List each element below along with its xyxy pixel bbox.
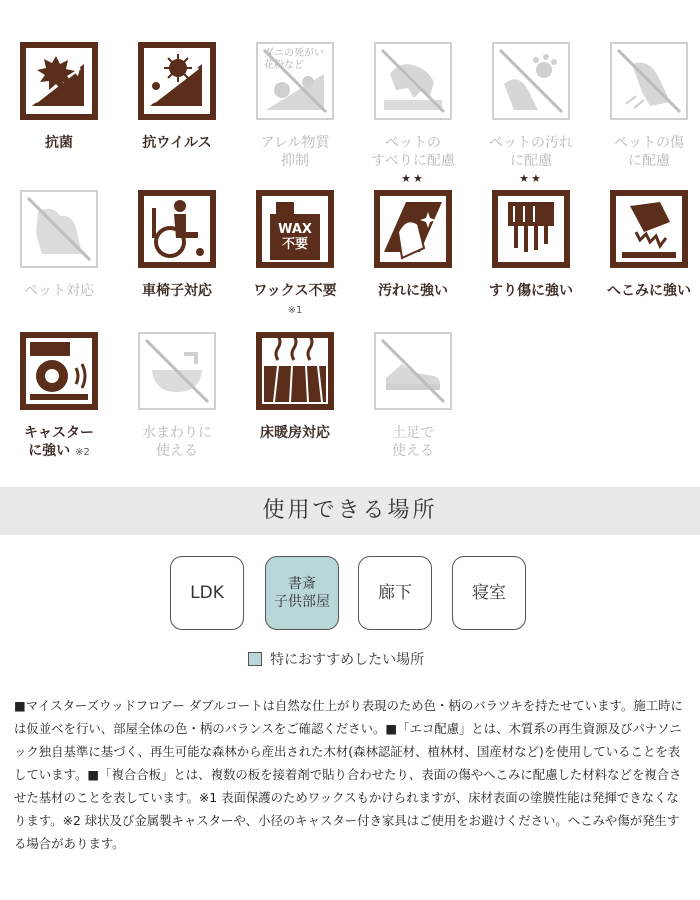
- shoes-icon: [374, 332, 452, 410]
- feature-wax-free: [236, 190, 354, 320]
- feature-label: 土足で 使える: [392, 425, 434, 459]
- feature-antivirus: [118, 42, 236, 152]
- feature-dent-resistant: [590, 190, 700, 300]
- feature-label: ワックス不要 ※1: [253, 283, 337, 316]
- feature-antibacterial: [0, 42, 118, 152]
- rating-stars: ★★: [401, 172, 425, 185]
- feature-label: 車椅子対応: [142, 283, 212, 299]
- feature-note: ※1: [287, 305, 303, 316]
- caster-icon: [20, 332, 98, 410]
- feature-pet-scratch: [590, 42, 700, 170]
- feature-note: ※2: [75, 447, 90, 458]
- feature-wheelchair: [118, 190, 236, 300]
- allergen-icon: [256, 42, 334, 120]
- antibacterial-icon: [20, 42, 98, 120]
- wax-free-icon: [256, 190, 334, 268]
- feature-label: 汚れに強い: [378, 283, 448, 299]
- rating-stars: ★★: [519, 172, 543, 185]
- wax-free-text: WAX 不要: [278, 222, 312, 252]
- feature-water-area: [118, 332, 236, 460]
- dent-resistant-icon: [610, 190, 688, 268]
- pet-slip-icon: [374, 42, 452, 120]
- pet-icon: [20, 190, 98, 268]
- feature-label: ペットの すべりに配慮: [371, 135, 455, 169]
- scratch-resistant-icon: [492, 190, 570, 268]
- legend-swatch: [248, 652, 262, 666]
- feature-pet: [0, 190, 118, 300]
- recommended-legend: [248, 649, 424, 669]
- feature-label: キャスター に強い ※2: [24, 425, 94, 459]
- feature-label: 抗ウイルス: [142, 135, 212, 151]
- antivirus-icon: [138, 42, 216, 120]
- feature-label: ペットの汚れ に配慮: [489, 135, 573, 169]
- room-hallway: 廊下: [358, 556, 432, 630]
- wheelchair-icon: [138, 190, 216, 268]
- feature-shoes: [354, 332, 472, 460]
- section-title: 使用できる場所: [262, 498, 438, 523]
- room-study-kids: 書斎 子供部屋: [265, 556, 339, 630]
- feature-label: 抗菌: [45, 135, 73, 151]
- feature-label: へこみに強い: [607, 283, 691, 299]
- feature-label: ペット対応: [24, 283, 94, 299]
- description-text: ■マイスターズウッドフロアー ダブルコートは自然な仕上がり表現のため色・柄のバラツキを持たせています。施工時には仮並べを行い、部屋全体の色・柄のバランスをご確認ください。■「エコ配慮」とは、木質系の再生資源及びパナソニック独自基準に基づく、再生可能な森林から産出された木材(森林認証材、植林材、国産材など)を使用していることを表しています。■「複合合板」とは、複数の板を接着剤で貼り合わせたり、表面の傷やへこみに配慮した材料などを複合させた基材のことを表しています。※1 表面保護のためワックスもかけられますが、床材表面の塗膜性能は発揮できなくなります。※2 球状及び金属製キャスターや、小径のキャスター付き家具はご使用をお避けください。へこみや傷が発生する場合があります。: [14, 698, 683, 851]
- legend-text: 特におすすめしたい場所: [270, 652, 425, 668]
- allergen-icon-text: ダニの死がい 花粉など: [264, 48, 324, 71]
- room-ldk: LDK: [170, 556, 244, 630]
- feature-label: すり傷に強い: [489, 283, 573, 299]
- feature-pet-slip: [354, 42, 472, 170]
- feature-label: ペットの傷 に配慮: [614, 135, 684, 169]
- feature-label: 床暖房対応: [260, 425, 330, 441]
- feature-pet-dirt: [472, 42, 590, 170]
- pet-dirt-icon: [492, 42, 570, 120]
- feature-label: アレル物質 抑制: [260, 135, 330, 169]
- room-bedroom: 寝室: [452, 556, 526, 630]
- feature-caster: [0, 332, 118, 462]
- feature-label: 水まわりに 使える: [142, 425, 212, 459]
- feature-allergen: [236, 42, 354, 170]
- floor-heating-icon: [256, 332, 334, 410]
- stain-resistant-icon: [374, 190, 452, 268]
- feature-scratch-resistant: [472, 172, 590, 300]
- water-area-icon: [138, 332, 216, 410]
- pet-scratch-icon: [610, 42, 688, 120]
- feature-floor-heating: [236, 332, 354, 442]
- feature-stain-resistant: [354, 172, 472, 300]
